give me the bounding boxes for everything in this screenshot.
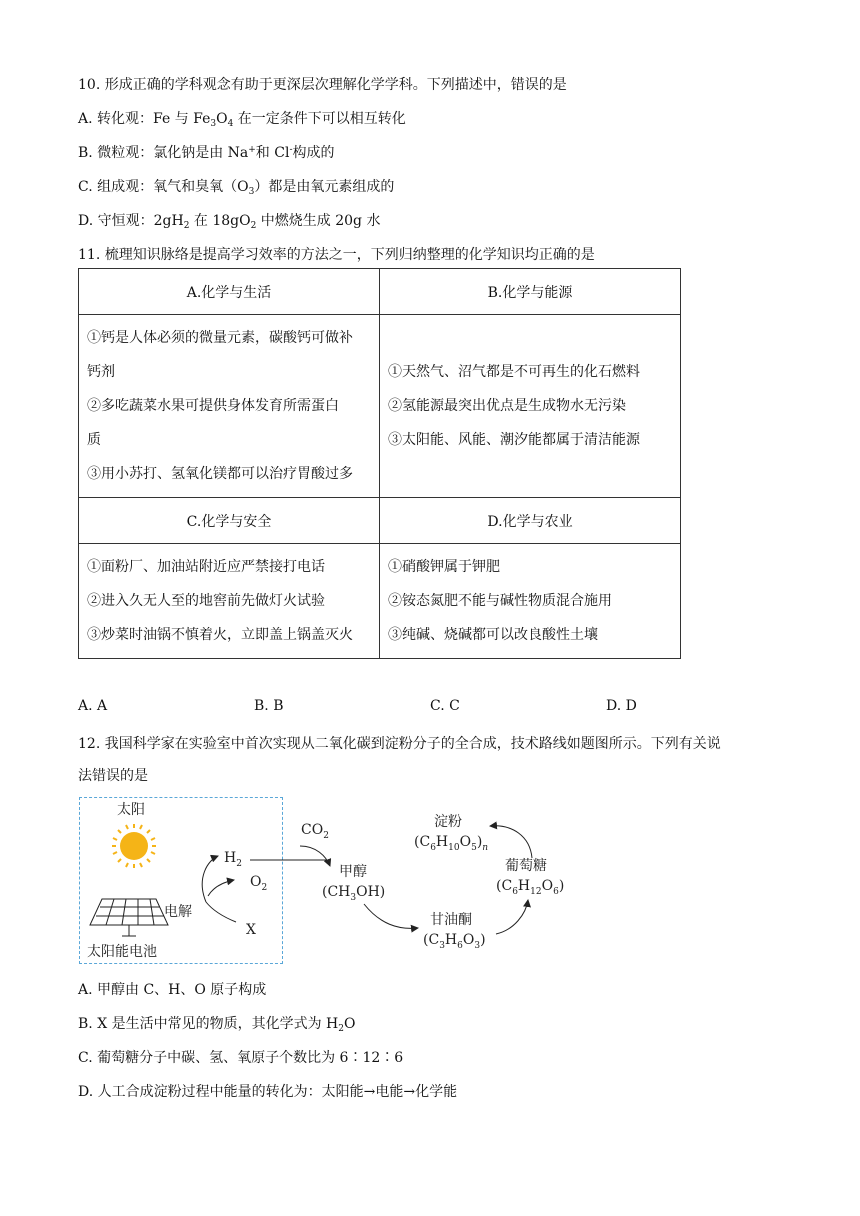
co2-label: $CO_2$ (301, 822, 329, 841)
arrow-to-starch (490, 826, 532, 858)
arrow-to-o2 (208, 880, 234, 896)
solar-cell-label: 太阳能电池 (87, 944, 157, 960)
table-header-b: B.化学与能源 (380, 269, 681, 315)
q11-option-b: B. B (254, 698, 284, 714)
q11-stem: 11. 梳理知识脉络是提高学习效率的方法之一，下列归纳整理的化学知识均正确的是 (78, 247, 595, 263)
table-cell-d: ①硝酸钾属于钾肥 ②铵态氮肥不能与碱性物质混合施用 ③纯碱、烧碱都可以改良酸性土壤 (380, 544, 681, 659)
arrow-to-dha (364, 904, 418, 928)
q10-option-d: D. 守恒观：$2gH_2$ 在 $18gO_2$ 中燃烧生成 20g 水 (78, 213, 381, 231)
table-header-d: D.化学与农业 (380, 498, 681, 544)
methanol-formula: $(CH_3OH)$ (322, 884, 386, 903)
h2-label: $H_2$ (224, 850, 242, 869)
table-cell-a: ①钙是人体必须的微量元素，碳酸钙可做补 钙剂 ②多吃蔬菜水果可提供身体发育所需蛋白 质 ③用小苏打、氢氧化镁都可以治疗胃酸过多 (79, 315, 380, 498)
q10-option-c: C. 组成观：氧气和臭氧$(O_3)$都是由氧元素组成的 (78, 179, 395, 197)
q10-option-a: A. 转化观：Fe 与 $Fe_3O_4$ 在一定条件下可以相互转化 (78, 111, 406, 129)
arrow-to-methanol (300, 846, 330, 866)
table-cell-c: ①面粉厂、加油站附近应严禁接打电话 ②进入久无人至的地窖前先做灯火试验 ③炒菜时油锅不慎着火，立即盖上锅盖灭火 (79, 544, 380, 659)
starch-formula: $(C_6H_{10}O_5)_n$ (414, 834, 489, 853)
sun-icon (112, 824, 156, 868)
table-header-a: A.化学与生活 (79, 269, 380, 315)
q11-option-a: A. A (78, 698, 108, 714)
q12-option-a: A. 甲醇由 C、H、O 原子构成 (78, 982, 267, 998)
glucose-label: 葡萄糖 (505, 858, 547, 874)
table-header-c: C.化学与安全 (79, 498, 380, 544)
dha-formula: $(C_3H_6O_3)$ (423, 932, 486, 951)
q12-stem-cont: 法错误的是 (78, 768, 148, 784)
q10-option-b: B. 微粒观：氯化钠是由 Na+和 Cl-构成的 (78, 145, 335, 161)
arrow-to-h2 (202, 856, 218, 902)
starch-label: 淀粉 (434, 814, 462, 830)
q11-option-d: D. D (606, 698, 637, 714)
x-label: X (246, 922, 256, 938)
q12-option-d: D. 人工合成淀粉过程中能量的转化为：太阳能→电能→化学能 (78, 1084, 458, 1100)
dha-label: 甘油酮 (430, 912, 472, 928)
electrolysis-label: 电解 (164, 904, 192, 920)
q10-stem: 10. 形成正确的学科观念有助于更深层次理解化学学科。下列描述中，错误的是 (78, 77, 567, 93)
glucose-formula: $(C_6H_{12}O_6)$ (496, 878, 565, 897)
q12-option-b: B. X 是生活中常见的物质，其化学式为 $H_2O$ (78, 1016, 356, 1034)
methanol-label: 甲醇 (339, 864, 367, 880)
q12-stem: 12. 我国科学家在实验室中首次实现从二氧化碳到淀粉分子的全合成，技术路线如题图所示。下列有关说 (78, 736, 721, 752)
arrow-to-x (206, 902, 236, 922)
o2-label: $O_2$ (250, 874, 268, 893)
q12-option-c: C. 葡萄糖分子中碳、氢、氧原子个数比为 6∶12∶6 (78, 1050, 404, 1066)
sun-label: 太阳 (117, 802, 145, 818)
table-cell-b: ①天然气、沼气都是不可再生的化石燃料 ②氢能源最突出优点是生成物水无污染 ③太阳能、风能、潮汐能都属于清洁能源 (380, 315, 681, 498)
q11-option-c: C. C (430, 698, 460, 714)
arrow-to-glucose (496, 900, 528, 934)
solar-panel-icon (90, 899, 168, 936)
